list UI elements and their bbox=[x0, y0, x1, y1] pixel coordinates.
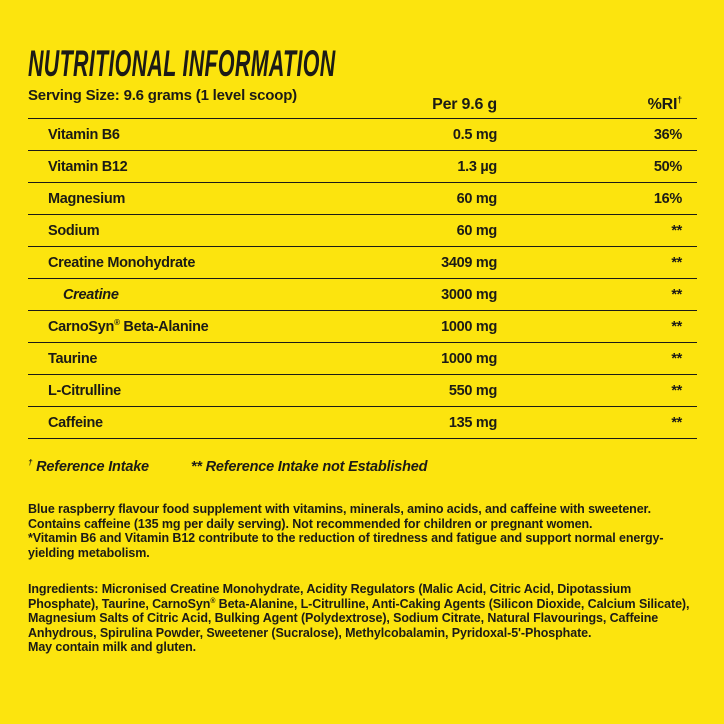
amount-value: 1000 mg bbox=[441, 318, 497, 335]
ri-value: ** bbox=[671, 254, 682, 271]
table-row bbox=[28, 279, 697, 311]
vitamin-claim-text: *Vitamin B6 and Vitamin B12 contribute to the reduction of tiredness and fatigue and support normal energy-yielding metabolism. bbox=[28, 531, 664, 560]
nutrient-name: Vitamin B12 bbox=[48, 158, 128, 175]
table-row bbox=[28, 407, 697, 439]
ri-value: 36% bbox=[653, 126, 682, 143]
footnote-not-established: ** Reference Intake not Established bbox=[190, 459, 428, 475]
ri-value: 16% bbox=[653, 190, 682, 207]
amount-value: 60 mg bbox=[456, 222, 497, 239]
column-header-amount: Per 9.6 g bbox=[432, 96, 497, 113]
ri-value: ** bbox=[671, 318, 682, 335]
table-row bbox=[28, 183, 697, 215]
ri-value: ** bbox=[671, 414, 682, 431]
nutrition-title: NUTRITIONAL INFORMATION bbox=[28, 43, 336, 84]
nutrient-name: Caffeine bbox=[48, 414, 103, 431]
nutrient-name: Magnesium bbox=[48, 190, 126, 207]
footnote-reference-intake: † Reference Intake bbox=[28, 458, 149, 475]
table-row bbox=[28, 215, 697, 247]
ingredients-text: Micronised Creatine Monohydrate, Acidity Regulators (Malic Acid, Citric Acid, Dipotassium Phosphate), Taurine, CarnoSyn® Beta-Alanine, L-Citrulline, Anti-Caking Agents (Silicon Dioxide, Calcium Silicate), Magnesium Salts of Citric Acid, Bulking Agent (Polydextrose), Sodium Citrate, Natural Flavourings, Caffeine Anhydrous, Spirulina Powder, Sweetener (Sucralose), Methylcobalamin, Pyridoxal-5'-Phosphate. bbox=[28, 582, 690, 640]
amount-value: 3000 mg bbox=[441, 286, 497, 303]
column-header-ri: %RI† bbox=[647, 94, 682, 113]
table-row bbox=[28, 151, 697, 183]
footnotes bbox=[28, 459, 697, 475]
amount-value: 0.5 mg bbox=[452, 126, 497, 143]
table-row bbox=[28, 375, 697, 407]
table-row bbox=[28, 247, 697, 279]
nutrition-table bbox=[28, 82, 697, 439]
amount-value: 550 mg bbox=[448, 382, 497, 399]
amount-value: 135 mg bbox=[448, 414, 497, 431]
ri-value: ** bbox=[671, 222, 682, 239]
amount-value: 1000 mg bbox=[441, 350, 497, 367]
nutrient-name: Creatine bbox=[63, 286, 119, 303]
amount-value: 3409 mg bbox=[441, 254, 497, 271]
ri-value: ** bbox=[671, 350, 682, 367]
ri-value: 50% bbox=[653, 158, 682, 175]
table-header-row bbox=[28, 82, 697, 119]
description-block bbox=[28, 502, 697, 560]
nutrition-table-body bbox=[28, 119, 697, 439]
nutrient-name: L-Citrulline bbox=[48, 382, 121, 399]
nutrient-name: CarnoSyn® Beta-Alanine bbox=[48, 317, 209, 335]
ingredients-block bbox=[28, 582, 697, 655]
ingredients-label: Ingredients: bbox=[28, 582, 99, 596]
nutrient-name: Sodium bbox=[48, 222, 100, 239]
table-row bbox=[28, 311, 697, 343]
table-row bbox=[28, 119, 697, 151]
ri-value: ** bbox=[671, 382, 682, 399]
amount-value: 60 mg bbox=[456, 190, 497, 207]
amount-value: 1.3 µg bbox=[457, 158, 497, 175]
nutrient-name: Taurine bbox=[48, 350, 98, 367]
nutrient-name: Creatine Monohydrate bbox=[48, 254, 196, 271]
ri-value: ** bbox=[671, 286, 682, 303]
table-row bbox=[28, 343, 697, 375]
allergen-text: May contain milk and gluten. bbox=[28, 640, 197, 654]
ingredients-paragraph bbox=[28, 582, 697, 640]
description-text: Blue raspberry flavour food supplement with vitamins, minerals, amino acids, and caffeine with sweetener. Contains caffeine (135 mg per daily serving). Not recommended for children or pregnant women. bbox=[28, 502, 652, 531]
nutrient-name: Vitamin B6 bbox=[48, 126, 120, 143]
serving-size: Serving Size: 9.6 grams (1 level scoop) bbox=[28, 87, 297, 104]
